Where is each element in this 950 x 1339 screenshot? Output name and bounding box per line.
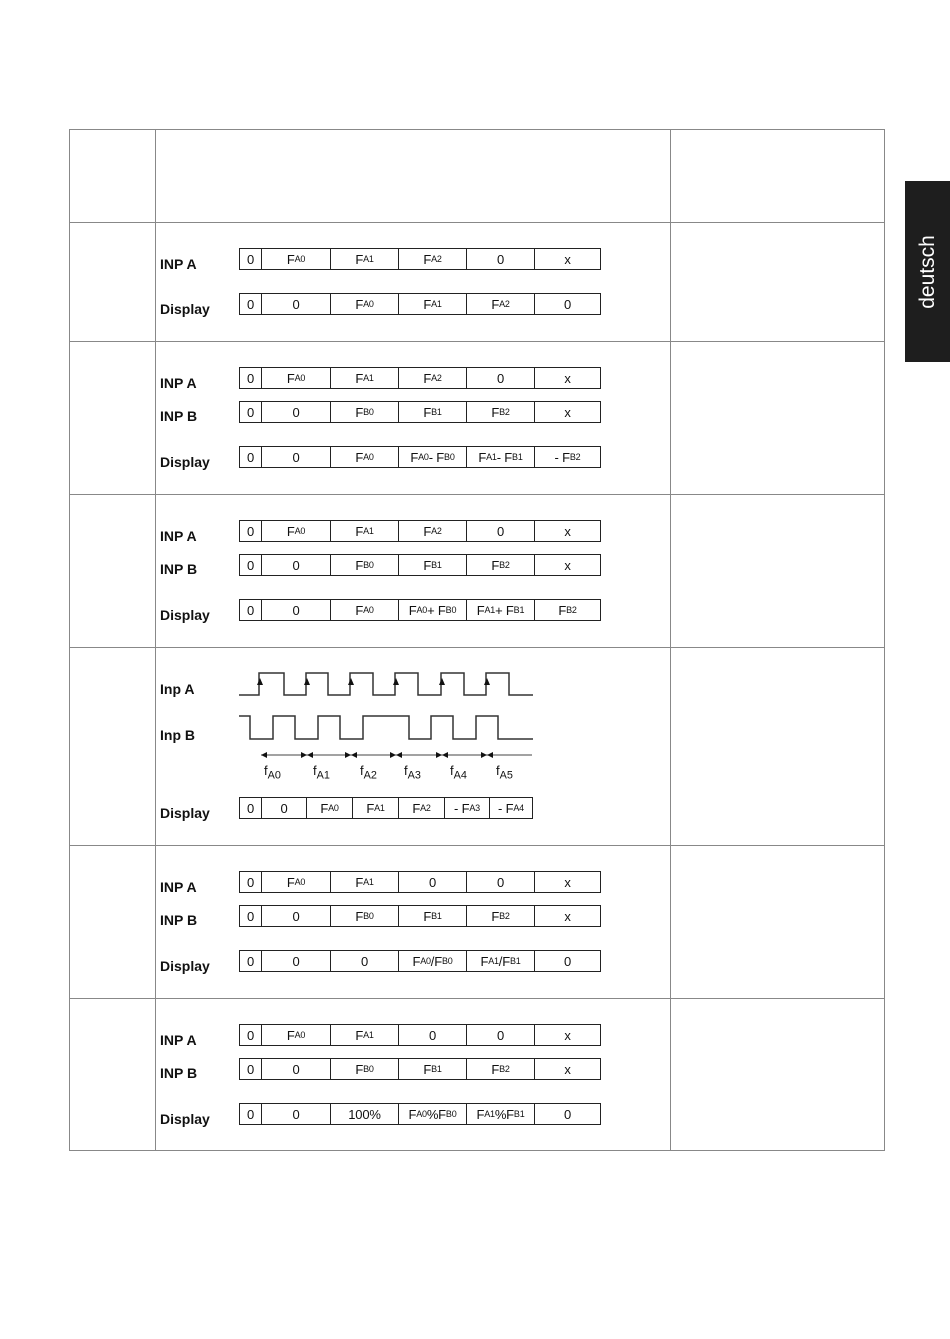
value-cell: F A2 (399, 520, 467, 542)
value-cell: F A0 + F B0 (399, 599, 467, 621)
value-cell: F B2 (535, 599, 601, 621)
value-cell: 0 (467, 1024, 535, 1046)
value-cell: F A1 (331, 1024, 399, 1046)
edge-arrow (484, 678, 490, 685)
value-cell: F B1 (399, 1058, 467, 1080)
value-row (239, 248, 601, 270)
signal-label: INP A (160, 1032, 197, 1048)
value-cell: 0 (239, 554, 262, 576)
value-cell: 0 (331, 950, 399, 972)
value-cell: F A1 /F B1 (467, 950, 535, 972)
value-cell: F B0 (331, 905, 399, 927)
column-divider (670, 130, 671, 1150)
signal-label: Display (160, 301, 210, 317)
value-cell: F B1 (399, 401, 467, 423)
value-cell: 0 (239, 599, 262, 621)
value-cell: F A0 (331, 446, 399, 468)
signal-label: Inp B (160, 727, 195, 743)
value-cell: F A1 (331, 367, 399, 389)
value-cell: F A0 (262, 367, 331, 389)
value-cell: x (535, 367, 601, 389)
value-cell: 0 (262, 797, 307, 819)
value-cell: F A0 (262, 248, 331, 270)
value-cell: 0 (399, 1024, 467, 1046)
value-row (239, 797, 533, 819)
edge-arrow (348, 678, 354, 685)
timing-label: $f_{A3}$ (404, 763, 421, 782)
value-row (239, 520, 601, 542)
value-cell: 0 (467, 367, 535, 389)
value-cell: F B2 (467, 1058, 535, 1080)
value-cell: x (535, 520, 601, 542)
signal-label: INP B (160, 912, 198, 928)
value-cell: 0 (262, 554, 331, 576)
signal-label: Inp A (160, 681, 195, 697)
value-row (239, 1103, 601, 1125)
edge-arrow (393, 678, 399, 685)
value-cell: F A1 (331, 248, 399, 270)
row-divider (70, 494, 884, 495)
signal-label: INP A (160, 879, 197, 895)
value-cell: 0 (262, 1103, 331, 1125)
row-divider (70, 647, 884, 648)
value-cell: x (535, 248, 601, 270)
value-cell: 0 (239, 446, 262, 468)
signal-label: INP A (160, 375, 197, 391)
value-cell: F A2 (399, 797, 445, 819)
value-cell: F A0 - F B0 (399, 446, 467, 468)
value-cell: F B2 (467, 401, 535, 423)
signal-label: Display (160, 1111, 210, 1127)
timing-label: $f_{A4}$ (450, 763, 467, 782)
value-cell: F A1 %F B1 (467, 1103, 535, 1125)
value-cell: - F A3 (445, 797, 490, 819)
value-cell: x (535, 401, 601, 423)
value-cell: 0 (239, 1103, 262, 1125)
value-cell: F A0 /F B0 (399, 950, 467, 972)
value-row (239, 446, 601, 468)
language-tab-label: deutsch (915, 234, 939, 309)
value-cell: 0 (239, 367, 262, 389)
value-cell: F A2 (467, 293, 535, 315)
value-cell: 0 (535, 1103, 601, 1125)
value-row (239, 1058, 601, 1080)
value-cell: F A1 (353, 797, 399, 819)
value-cell: 0 (262, 293, 331, 315)
value-cell: 0 (239, 1024, 262, 1046)
value-cell: - F B2 (535, 446, 601, 468)
value-cell: F A1 (331, 871, 399, 893)
value-row (239, 554, 601, 576)
value-cell: 0 (467, 248, 535, 270)
value-cell: 0 (399, 871, 467, 893)
signal-label: INP A (160, 256, 197, 272)
value-cell: F A0 (262, 520, 331, 542)
value-cell: 0 (535, 950, 601, 972)
value-row (239, 871, 601, 893)
signal-label: INP A (160, 528, 197, 544)
inp-b-waveform (239, 716, 533, 739)
value-cell: 0 (239, 950, 262, 972)
value-cell: 0 (262, 1058, 331, 1080)
value-cell: 0 (239, 401, 262, 423)
value-cell: F A0 %F B0 (399, 1103, 467, 1125)
value-row (239, 367, 601, 389)
value-cell: 0 (239, 520, 262, 542)
value-row (239, 950, 601, 972)
value-cell: 100% (331, 1103, 399, 1125)
signal-label: Display (160, 607, 210, 623)
timing-label: $f_{A2}$ (360, 763, 377, 782)
value-cell: 0 (467, 871, 535, 893)
value-cell: F A0 (307, 797, 353, 819)
value-cell: F A1 - F B1 (467, 446, 535, 468)
column-divider (155, 130, 156, 1150)
value-cell: 0 (262, 599, 331, 621)
value-cell: F A2 (399, 248, 467, 270)
edge-arrow (257, 678, 263, 685)
value-cell: x (535, 1024, 601, 1046)
edge-arrow (304, 678, 310, 685)
value-cell: 0 (262, 401, 331, 423)
value-cell: - F A4 (490, 797, 533, 819)
value-cell: F A0 (262, 871, 331, 893)
language-tab[interactable] (905, 181, 950, 362)
value-row (239, 599, 601, 621)
timing-label: $f_{A0}$ (264, 763, 281, 782)
timing-label: $f_{A1}$ (313, 763, 330, 782)
value-cell: 0 (262, 950, 331, 972)
signal-label: INP B (160, 561, 198, 577)
signal-label: INP B (160, 408, 198, 424)
value-cell: x (535, 871, 601, 893)
value-cell: F B2 (467, 554, 535, 576)
value-cell: 0 (262, 905, 331, 927)
value-cell: 0 (239, 248, 262, 270)
value-cell: F B1 (399, 905, 467, 927)
value-cell: x (535, 905, 601, 927)
value-cell: F A1 + F B1 (467, 599, 535, 621)
value-row (239, 905, 601, 927)
signal-label: Display (160, 454, 210, 470)
value-cell: 0 (239, 905, 262, 927)
value-row (239, 293, 601, 315)
value-cell: F A0 (262, 1024, 331, 1046)
value-row (239, 401, 601, 423)
value-cell: F B0 (331, 401, 399, 423)
value-cell: x (535, 1058, 601, 1080)
value-cell: F A2 (399, 367, 467, 389)
function-table (69, 129, 885, 1151)
value-cell: F B1 (399, 554, 467, 576)
edge-arrow (439, 678, 445, 685)
value-cell: F B0 (331, 554, 399, 576)
value-cell: 0 (239, 293, 262, 315)
timing-label: $f_{A5}$ (496, 763, 513, 782)
value-row (239, 1024, 601, 1046)
value-cell: 0 (262, 446, 331, 468)
value-cell: x (535, 554, 601, 576)
signal-label: INP B (160, 1065, 198, 1081)
value-cell: 0 (467, 520, 535, 542)
value-cell: 0 (239, 797, 262, 819)
value-cell: F B0 (331, 1058, 399, 1080)
value-cell: F A1 (399, 293, 467, 315)
value-cell: 0 (239, 871, 262, 893)
row-divider (70, 222, 884, 223)
value-cell: 0 (535, 293, 601, 315)
row-divider (70, 845, 884, 846)
signal-label: Display (160, 958, 210, 974)
value-cell: F A0 (331, 293, 399, 315)
value-cell: 0 (239, 1058, 262, 1080)
signal-label: Display (160, 805, 210, 821)
row-divider (70, 341, 884, 342)
value-cell: F A1 (331, 520, 399, 542)
value-cell: F A0 (331, 599, 399, 621)
value-cell: F B2 (467, 905, 535, 927)
row-divider (70, 998, 884, 999)
